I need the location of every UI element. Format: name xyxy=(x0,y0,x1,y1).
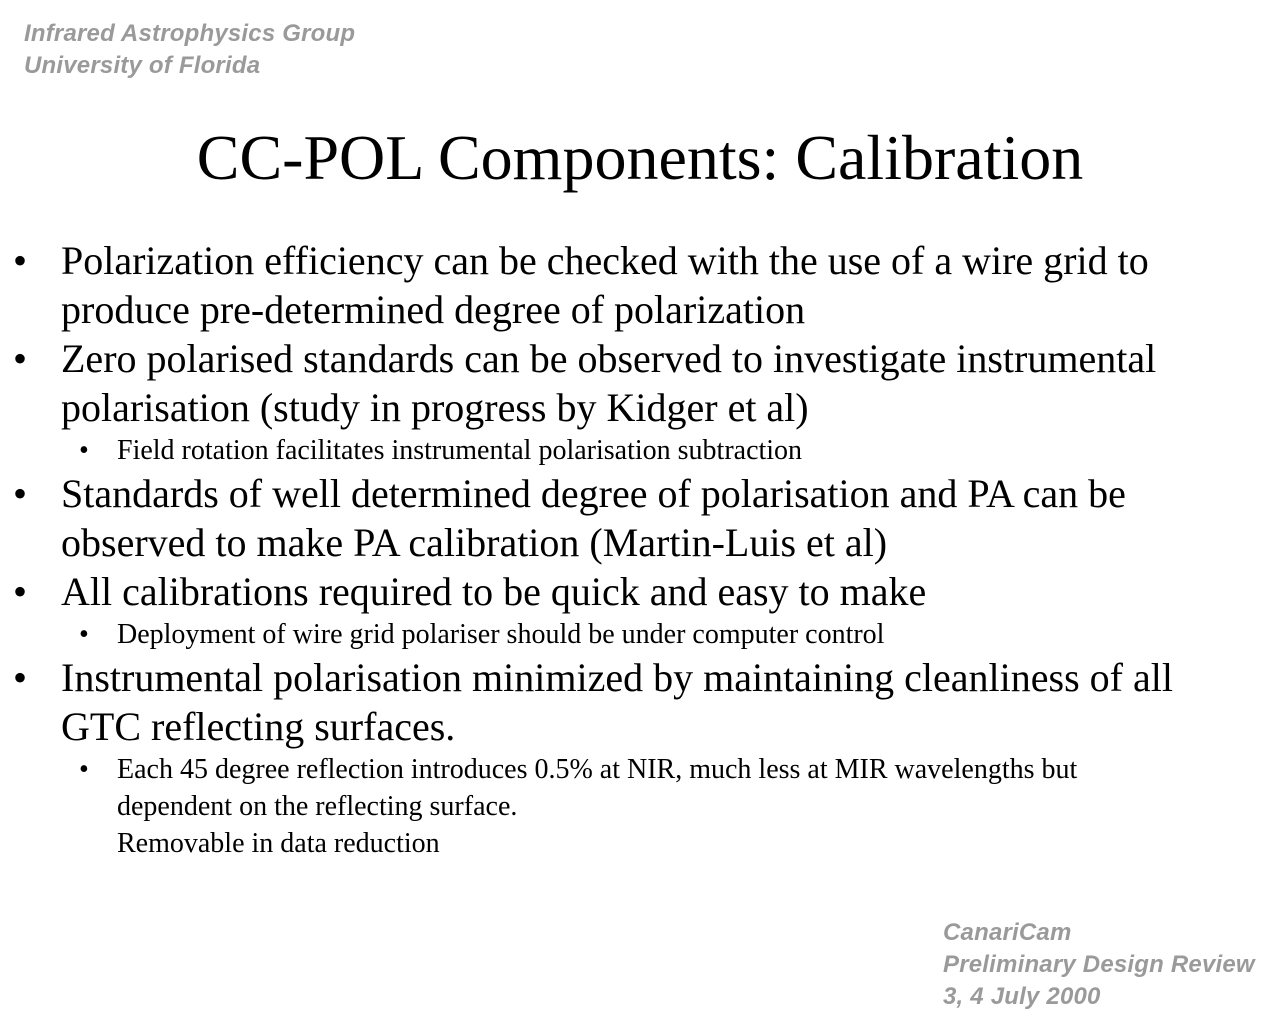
organization-university-name: University of Florida xyxy=(24,52,261,79)
bullet-dot: • xyxy=(13,655,28,700)
bullet-text-line: Polarization efficiency can be checked with the use of a wire grid to xyxy=(61,238,1149,283)
footer-instrument-name: CanariCam xyxy=(943,919,1072,946)
sub-bullet-item xyxy=(0,751,1280,862)
sub-bullet-item xyxy=(0,616,1280,653)
bullet-dot: • xyxy=(13,238,28,283)
bullet-text-line: polarisation (study in progress by Kidger et al) xyxy=(61,385,809,430)
sub-bullet-dot: • xyxy=(79,435,89,466)
bullet-dot: • xyxy=(13,569,28,614)
sub-bullet-text-line: Field rotation facilitates instrumental polarisation subtraction xyxy=(117,435,803,466)
sub-bullet-text-line: dependent on the reflecting surface. xyxy=(117,791,518,822)
bullet-item xyxy=(0,653,1280,751)
sub-bullet-text-line: Removable in data reduction xyxy=(117,828,440,859)
bullet-text-line: Standards of well determined degree of polarisation and PA can be xyxy=(61,471,1126,516)
bullet-text-line: Zero polarised standards can be observed to investigate instrumental xyxy=(61,336,1157,381)
bullet-item xyxy=(0,334,1280,432)
bullet-item xyxy=(0,469,1280,567)
sub-bullet-dot: • xyxy=(79,754,89,785)
footer-date: 3, 4 July 2000 xyxy=(943,983,1101,1010)
bullet-dot: • xyxy=(13,471,28,516)
bullet-dot: • xyxy=(13,336,28,381)
bullet-item xyxy=(0,567,1280,616)
bullet-text-line: GTC reflecting surfaces. xyxy=(61,704,456,749)
organization-group-name: Infrared Astrophysics Group xyxy=(24,20,356,47)
sub-bullet-item xyxy=(0,432,1280,469)
slide-body xyxy=(0,236,1280,862)
bullet-text-line: observed to make PA calibration (Martin-Luis et al) xyxy=(61,520,888,565)
event-footer xyxy=(943,917,1255,1013)
footer-review-name: Preliminary Design Review xyxy=(943,951,1255,978)
bullet-item xyxy=(0,236,1280,334)
bullet-text-line: produce pre-determined degree of polarization xyxy=(61,287,806,332)
slide-title: CC-POL Components: Calibration xyxy=(196,122,1084,193)
bullet-text-line: All calibrations required to be quick and easy to make xyxy=(61,569,927,614)
bullet-text-line: Instrumental polarisation minimized by maintaining cleanliness of all xyxy=(61,655,1173,700)
sub-bullet-dot: • xyxy=(79,619,89,650)
organization-header xyxy=(24,18,355,82)
sub-bullet-text-line: Deployment of wire grid polariser should be under computer control xyxy=(117,619,885,650)
sub-bullet-text-line: Each 45 degree reflection introduces 0.5% at NIR, much less at MIR wavelengths but xyxy=(117,754,1078,785)
